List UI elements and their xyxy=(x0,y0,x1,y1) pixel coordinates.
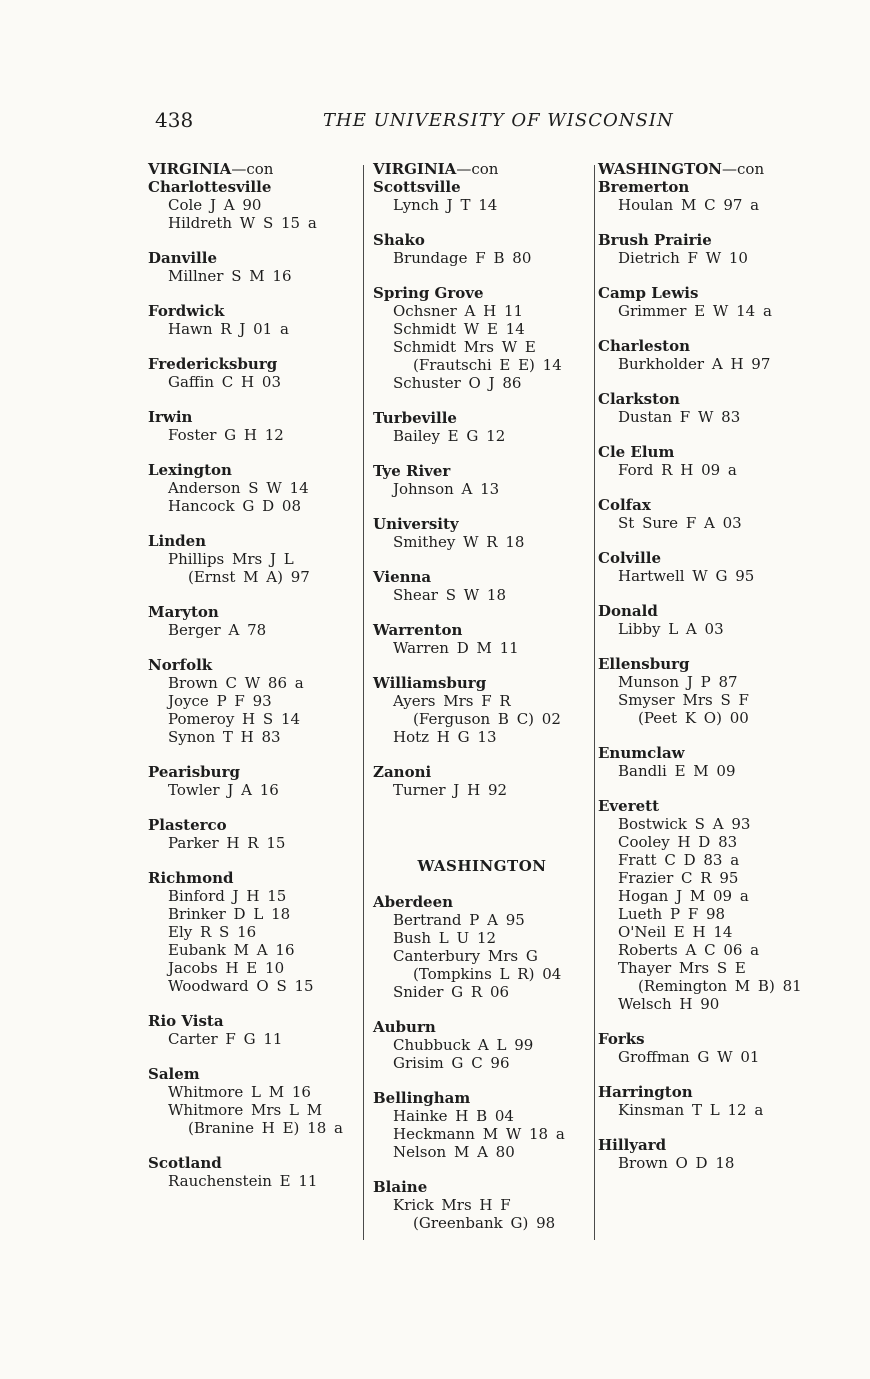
place-name: Spring Grove xyxy=(373,284,484,302)
alumni-entry: (Branine H E) 18 a xyxy=(188,1119,343,1137)
alumni-entry: Smithey W R 18 xyxy=(393,533,525,551)
alumni-entry: Welsch H 90 xyxy=(618,995,720,1013)
state-heading-continued xyxy=(148,160,360,178)
alumni-entry: Parker H R 15 xyxy=(168,834,286,852)
continued-label: —con xyxy=(456,160,499,178)
alumni-entry: Nelson M A 80 xyxy=(393,1143,515,1161)
state-name: WASHINGTON xyxy=(598,160,723,178)
place-section xyxy=(598,602,813,638)
alumni-entry: Hartwell W G 95 xyxy=(618,567,755,585)
alumni-entry: Ochsner A H 11 xyxy=(393,302,524,320)
place-section xyxy=(148,1065,360,1137)
state-heading: WASHINGTON xyxy=(417,857,547,875)
directory-column-1 xyxy=(148,160,360,1207)
alumni-entry: Grisim G C 96 xyxy=(393,1054,510,1072)
state-name: VIRGINIA xyxy=(148,160,232,178)
place-name: Turbeville xyxy=(373,409,457,427)
alumni-entry: Hancock G D 08 xyxy=(168,497,302,515)
alumni-entry: Bertrand P A 95 xyxy=(393,911,525,929)
column-divider xyxy=(594,165,595,1240)
place-section xyxy=(373,178,591,214)
alumni-entry: Hotz H G 13 xyxy=(393,728,497,746)
directory-column-2 xyxy=(373,160,591,1249)
alumni-entry: Ely R S 16 xyxy=(168,923,257,941)
alumni-entry: Fratt C D 83 a xyxy=(618,851,740,869)
alumni-entry: Brundage F B 80 xyxy=(393,249,532,267)
alumni-entry: Libby L A 03 xyxy=(618,620,724,638)
running-title: THE UNIVERSITY OF WISCONSIN xyxy=(323,110,674,131)
alumni-entry: Foster G H 12 xyxy=(168,426,284,444)
place-name: Brush Prairie xyxy=(598,231,712,249)
place-name: Richmond xyxy=(148,869,234,887)
alumni-entry: O'Neil E H 14 xyxy=(618,923,733,941)
place-name: Norfolk xyxy=(148,656,213,674)
alumni-entry: Chubbuck A L 99 xyxy=(393,1036,534,1054)
alumni-entry: (Remington M B) 81 xyxy=(638,977,802,995)
place-name: Clarkston xyxy=(598,390,680,408)
alumni-entry: Brown O D 18 xyxy=(618,1154,735,1172)
place-section xyxy=(598,549,813,585)
alumni-entry: St Sure F A 03 xyxy=(618,514,742,532)
place-section xyxy=(373,763,591,799)
alumni-entry: Berger A 78 xyxy=(168,621,267,639)
place-section xyxy=(148,302,360,338)
place-section xyxy=(598,797,813,1013)
alumni-entry: Anderson S W 14 xyxy=(168,479,309,497)
alumni-entry: Shear S W 18 xyxy=(393,586,507,604)
alumni-entry: Ford R H 09 a xyxy=(618,461,737,479)
alumni-entry: Smyser Mrs S F xyxy=(618,691,749,709)
alumni-entry: Snider G R 06 xyxy=(393,983,510,1001)
place-name: Auburn xyxy=(373,1018,436,1036)
alumni-entry: Synon T H 83 xyxy=(168,728,281,746)
alumni-entry: Hildreth W S 15 a xyxy=(168,214,317,232)
place-name: Bremerton xyxy=(598,178,690,196)
alumni-entry: Hogan J M 09 a xyxy=(618,887,749,905)
place-name: Rio Vista xyxy=(148,1012,224,1030)
place-name: Enumclaw xyxy=(598,744,685,762)
place-section xyxy=(598,231,813,267)
place-name: Everett xyxy=(598,797,659,815)
place-section xyxy=(598,496,813,532)
alumni-entry: Whitmore L M 16 xyxy=(168,1083,311,1101)
place-section xyxy=(148,178,360,232)
alumni-entry: Kinsman T L 12 a xyxy=(618,1101,764,1119)
place-name: Hillyard xyxy=(598,1136,667,1154)
place-section xyxy=(598,1136,813,1172)
alumni-entry: Rauchenstein E 11 xyxy=(168,1172,318,1190)
alumni-entry: (Greenbank G) 98 xyxy=(413,1214,556,1232)
alumni-entry: Grimmer E W 14 a xyxy=(618,302,772,320)
alumni-entry: Lueth P F 98 xyxy=(618,905,726,923)
place-section xyxy=(373,231,591,267)
place-section xyxy=(148,355,360,391)
alumni-entry: Brown C W 86 a xyxy=(168,674,304,692)
place-name: Bellingham xyxy=(373,1089,471,1107)
alumni-entry: Hainke H B 04 xyxy=(393,1107,514,1125)
place-section xyxy=(373,568,591,604)
place-name: Fordwick xyxy=(148,302,225,320)
alumni-entry: Jacobs H E 10 xyxy=(168,959,285,977)
alumni-entry: Carter F G 11 xyxy=(168,1030,283,1048)
alumni-entry: (Ernst M A) 97 xyxy=(188,568,310,586)
continued-label: —con xyxy=(722,160,765,178)
place-section xyxy=(148,869,360,995)
alumni-entry: Heckmann M W 18 a xyxy=(393,1125,565,1143)
place-name: University xyxy=(373,515,459,533)
alumni-entry: Phillips Mrs J L xyxy=(168,550,294,568)
place-name: Cle Elum xyxy=(598,443,675,461)
alumni-entry: (Tompkins L R) 04 xyxy=(413,965,562,983)
alumni-entry: (Frautschi E E) 14 xyxy=(413,356,562,374)
place-section xyxy=(148,656,360,746)
place-section xyxy=(598,284,813,320)
place-name: Pearisburg xyxy=(148,763,240,781)
alumni-entry: Thayer Mrs S E xyxy=(618,959,746,977)
alumni-entry: Burkholder A H 97 xyxy=(618,355,771,373)
alumni-entry: Woodward O S 15 xyxy=(168,977,314,995)
place-section xyxy=(373,284,591,392)
alumni-entry: Whitmore Mrs L M xyxy=(168,1101,323,1119)
alumni-entry: Cooley H D 83 xyxy=(618,833,738,851)
alumni-entry: Pomeroy H S 14 xyxy=(168,710,301,728)
alumni-entry: Frazier C R 95 xyxy=(618,869,739,887)
alumni-entry: Hawn R J 01 a xyxy=(168,320,289,338)
place-section xyxy=(148,532,360,586)
place-name: Zanoni xyxy=(373,763,432,781)
place-name: Forks xyxy=(598,1030,645,1048)
alumni-entry: Bailey E G 12 xyxy=(393,427,506,445)
alumni-entry: Turner J H 92 xyxy=(393,781,508,799)
place-name: Linden xyxy=(148,532,207,550)
alumni-entry: Binford J H 15 xyxy=(168,887,287,905)
place-name: Colfax xyxy=(598,496,651,514)
place-name: Tye River xyxy=(373,462,451,480)
place-name: Scotland xyxy=(148,1154,222,1172)
place-section xyxy=(148,408,360,444)
place-name: Colville xyxy=(598,549,661,567)
alumni-entry: Brinker D L 18 xyxy=(168,905,291,923)
place-name: Shako xyxy=(373,231,425,249)
place-name: Blaine xyxy=(373,1178,428,1196)
place-section xyxy=(598,390,813,426)
place-section xyxy=(598,655,813,727)
place-section xyxy=(148,461,360,515)
alumni-entry: Dietrich F W 10 xyxy=(618,249,748,267)
alumni-entry: Ayers Mrs F R xyxy=(393,692,511,710)
place-section xyxy=(148,249,360,285)
place-section xyxy=(148,763,360,799)
place-section xyxy=(148,603,360,639)
place-section xyxy=(373,1018,591,1072)
alumni-entry: Roberts A C 06 a xyxy=(618,941,760,959)
place-name: Charleston xyxy=(598,337,690,355)
place-section xyxy=(598,443,813,479)
alumni-entry: Gaffin C H 03 xyxy=(168,373,281,391)
place-name: Ellensburg xyxy=(598,655,690,673)
alumni-entry: Dustan F W 83 xyxy=(618,408,741,426)
alumni-entry: Bandli E M 09 xyxy=(618,762,736,780)
place-name: Williamsburg xyxy=(373,674,487,692)
place-name: Fredericksburg xyxy=(148,355,278,373)
column-divider xyxy=(363,165,364,1240)
state-name: VIRGINIA xyxy=(373,160,457,178)
place-section xyxy=(148,1154,360,1190)
place-section xyxy=(148,1012,360,1048)
place-section xyxy=(598,1030,813,1066)
alumni-entry: Towler J A 16 xyxy=(168,781,279,799)
place-section xyxy=(373,462,591,498)
alumni-entry: Schmidt W E 14 xyxy=(393,320,525,338)
alumni-entry: Warren D M 11 xyxy=(393,639,519,657)
alumni-entry: (Peet K O) 00 xyxy=(638,709,749,727)
alumni-entry: (Ferguson B C) 02 xyxy=(413,710,561,728)
alumni-entry: Johnson A 13 xyxy=(393,480,500,498)
alumni-entry: Bostwick S A 93 xyxy=(618,815,751,833)
alumni-entry: Schuster O J 86 xyxy=(393,374,522,392)
place-name: Irwin xyxy=(148,408,193,426)
place-section xyxy=(373,893,591,1001)
place-section xyxy=(373,621,591,657)
place-name: Harrington xyxy=(598,1083,693,1101)
place-section xyxy=(373,515,591,551)
place-section xyxy=(598,337,813,373)
place-section xyxy=(373,409,591,445)
place-name: Warrenton xyxy=(373,621,463,639)
place-name: Plasterco xyxy=(148,816,227,834)
alumni-entry: Bush L U 12 xyxy=(393,929,497,947)
directory-column-3 xyxy=(598,160,813,1189)
place-name: Vienna xyxy=(373,568,432,586)
page-header xyxy=(155,108,675,138)
place-section xyxy=(598,1083,813,1119)
alumni-entry: Joyce P F 93 xyxy=(168,692,272,710)
place-section xyxy=(373,1089,591,1161)
place-name: Aberdeen xyxy=(373,893,454,911)
place-name: Donald xyxy=(598,602,658,620)
place-section xyxy=(373,674,591,746)
place-section xyxy=(373,1178,591,1232)
alumni-entry: Schmidt Mrs W E xyxy=(393,338,536,356)
place-name: Camp Lewis xyxy=(598,284,699,302)
alumni-entry: Houlan M C 97 a xyxy=(618,196,760,214)
place-name: Lexington xyxy=(148,461,232,479)
page-number: 438 xyxy=(155,108,194,132)
alumni-entry: Lynch J T 14 xyxy=(393,196,498,214)
place-name: Maryton xyxy=(148,603,219,621)
alumni-entry: Millner S M 16 xyxy=(168,267,292,285)
alumni-entry: Krick Mrs H F xyxy=(393,1196,511,1214)
place-name: Charlottesville xyxy=(148,178,272,196)
place-section xyxy=(148,816,360,852)
state-heading-continued xyxy=(373,160,591,178)
alumni-entry: Eubank M A 16 xyxy=(168,941,295,959)
place-name: Salem xyxy=(148,1065,200,1083)
alumni-entry: Groffman G W 01 xyxy=(618,1048,760,1066)
place-name: Scottsville xyxy=(373,178,461,196)
place-section xyxy=(598,178,813,214)
alumni-entry: Munson J P 87 xyxy=(618,673,738,691)
alumni-entry: Canterbury Mrs G xyxy=(393,947,538,965)
continued-label: —con xyxy=(231,160,274,178)
place-name: Danville xyxy=(148,249,217,267)
alumni-entry: Cole J A 90 xyxy=(168,196,262,214)
place-section xyxy=(598,744,813,780)
state-heading-continued xyxy=(598,160,813,178)
